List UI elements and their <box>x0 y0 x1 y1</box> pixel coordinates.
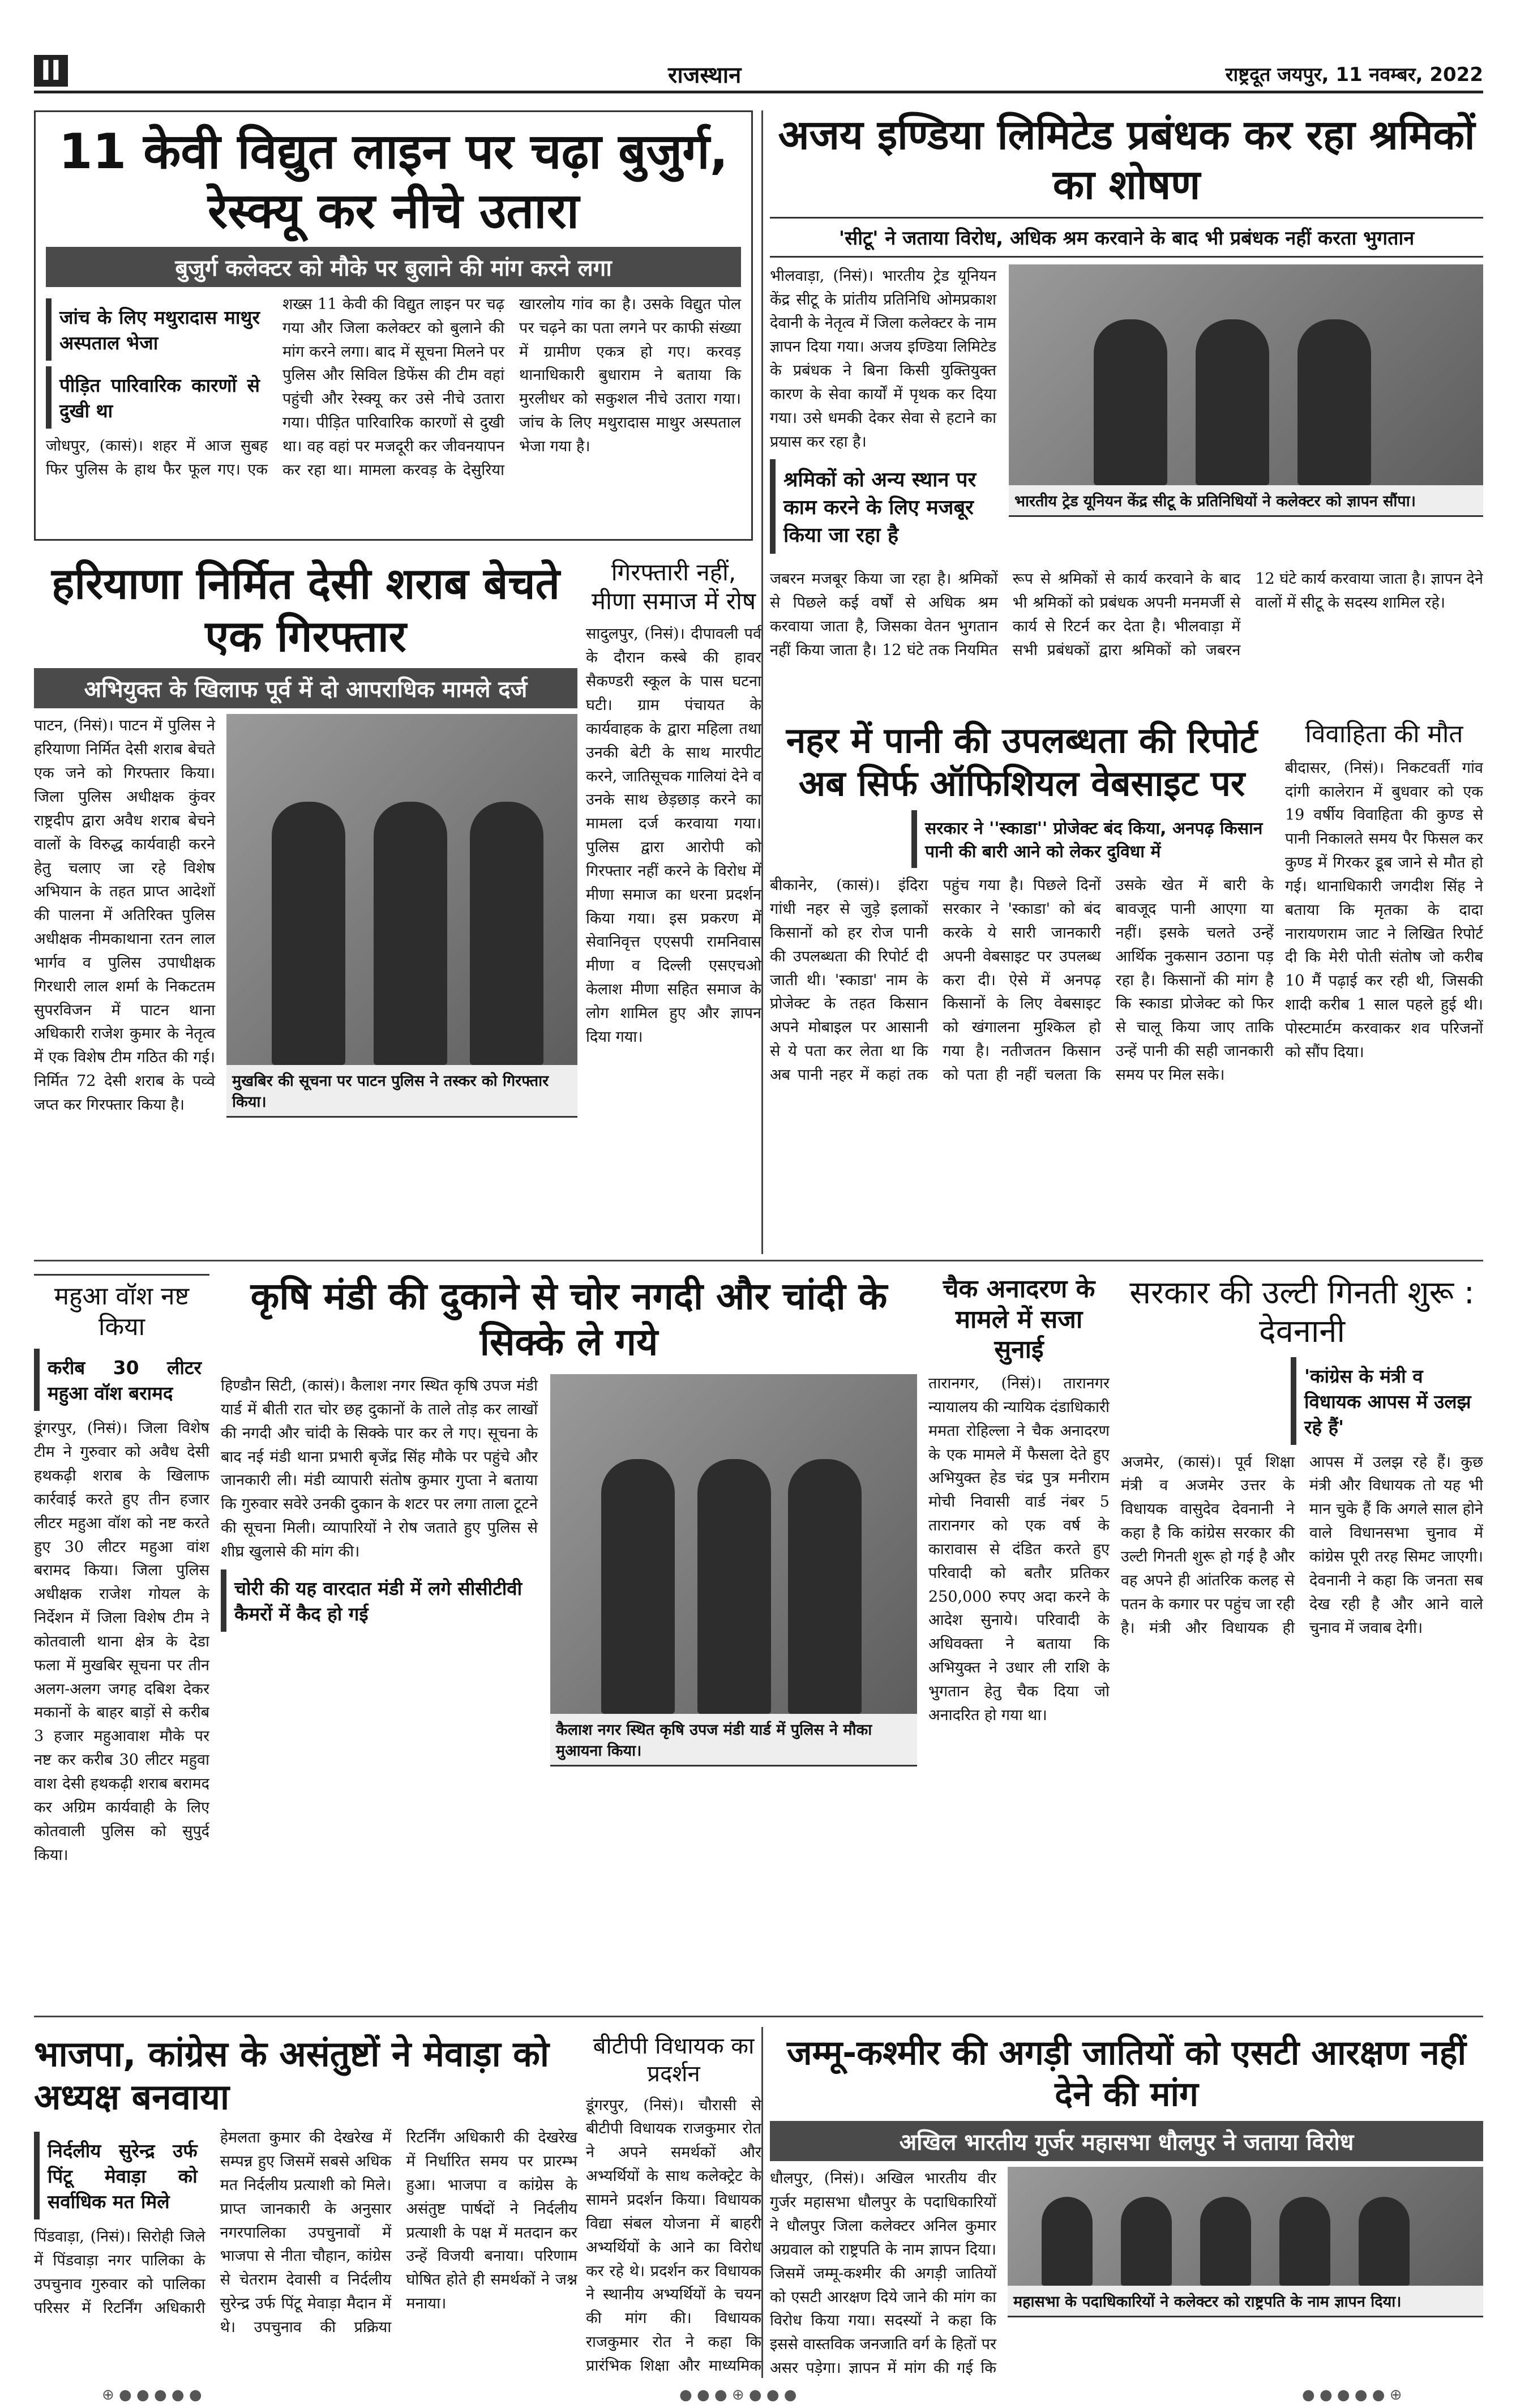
story-text: पाटन, (निसं)। पाटन में पुलिस ने हरियाणा निर्मित देसी शराब बेचते एक जने को गिरफ्तार किया। जिला पुलिस अधीक्षक कुंवर राष्ट्रदीप द्वारा अवैध शराब बेचने वालों के विरुद्ध कार्यवाही करने हेतु चलाए जा रहे विशेष अभियान के तहत प्राप्त आदेशों की पालना में अतिरिक्त पुलिस अधीक्षक नीमकाथाना रतन लाल भार्गव व पुलिस उपाधीक्षक गिरधारी लाल शर्मा के निकटतम सुपरविजन में पाटन थाना अधिकारी राजेश कुमार के नेतृत्व में एक विशेष टीम गठित की गई। निर्मित 72 देसी शराब के पव्वे जप्त कर गिरफ्तार किया है। <box>34 717 215 1114</box>
story-canal-water <box>770 719 1274 1251</box>
story-text: बीदासर, (निसं)। निकटवर्ती गांव दांगी कालेरान में बुधवार को एक 19 वर्षीय विवाहिता की कुण्ड से पानी निकालते समय पैर फिसल कर कुण्ड में गिरकर डूब जाने से मौत हो गई। थानाधिकारी जगदीश सिंह ने बताया कि मृतका के दादा नारायणराम जाट ने लिखित रिपोर्ट दी कि मेरी पोती संतोष जो करीब 10 मैं पढ़ाई कर रही थी, जिसकी शादी करीब 1 साल पहले हुई थी। पोस्टमार्टम करवाकर शव परिजनों को सौंप दिया। <box>1285 759 1483 1061</box>
story-devnani <box>1121 1274 1483 2004</box>
story-headline: नहर में पानी की उपलब्धता की रिपोर्ट अब सिर्फ ऑफिशियल वेबसाइट पर <box>786 720 1258 804</box>
story-mahua-wash <box>34 1274 209 2004</box>
story-headline: महुआ वॉश नष्ट किया <box>34 1274 209 1342</box>
story-text: सादुलपुर, (निसं)। दीपावली पर्व के दौरान कस्बे की हावर सैकण्डरी स्कूल के पास घटना घटी। ग्राम पंचायत के कार्यवाहक के द्वारा महिला तथा उनकी बेटी के साथ मारपीट करने, जातिसूचक गालियां देने व उनके साथ छेड़छाड़ करने का मामला दर्ज करवाया गया। पुलिस द्वारा आरोपी को गिरफ्तार नहीं करने के विरोध में मीणा समाज का धरना प्रदर्शन किया गया। इस प्रकरण में सेवानिवृत्त एएसपी रामनिवास मीणा व दिल्ली एसएचओ केलाश मीणा सहित समाज के लोग शामिल हुए और ज्ञापन दिया गया। <box>586 625 761 1046</box>
story-kicker: निर्दलीय सुरेन्द्र उर्फ पिंटू मेवाड़ा को सर्वाधिक मत मिले <box>34 2132 205 2219</box>
story-headline: जम्मू-कश्मीर की अगड़ी जातियों को एसटी आरक्षण नहीं देने की मांग <box>786 2033 1467 2115</box>
story-body <box>770 2167 996 2378</box>
story-photo <box>226 714 577 1065</box>
story-subhead: 'सीटू' ने जताया विरोध, अधिक श्रम करवाने के बाद भी प्रबंधक नहीं करता भुगतान <box>770 217 1483 258</box>
story-headline: विवाहिता की मौत <box>1305 720 1463 749</box>
story-text: डूंगरपुर, (निसं)। चौरासी से बीटीपी विधायक राजकुमार रोत ने अपने समर्थकों और अभ्यर्थियों के साथ कलेक्ट्रेट के सामने प्रदर्शन किया। विधायक विद्या संबल योजना में बाहरी अभ्यर्थियों के आने का विरोध कर रहे थे। प्रदर्शन कर विधायक ने स्थानीय अभ्यर्थियों के चयन की मांग की। विधायक राजकुमार रोत ने कहा कि प्रारंभिक शिक्षा और माध्यमिक <box>586 2096 761 2375</box>
story-text: पिंडवाड़ा, (निसं)। सिरोही जिले में पिंडवाड़ा नगर पालिका के उपचुनाव गुरुवार को पालिका परिसर में रिटर्निंग अधिकारी हेमलता कुमार की देखरेख में सम्पन्न हुए जिसमें सबसे अधिक मत निर्दलीय प्रत्याशी को मिले। प्राप्त जानकारी के अनुसार नगरपालिका उपचुनावों में भाजपा से नीता चौहान, कांग्रेस से चेतराम देवासी व निर्दलीय सुरेन्द्र उर्फ पिंटू मेवाड़ा मैदान में थे। उपचुनाव की प्रक्रिया रिटर्निंग अधिकारी की देखरेख में निर्धारित समय पर प्रारम्भ हुआ। भाजपा व कांग्रेस के असंतुष्ट पार्षदों ने निर्दलीय प्रत्याशी के पक्ष में मतदान कर उन्हें विजयी बनाया। परिणाम घोषित होते ही समर्थकों ने जश्न मनाया। <box>34 2129 577 2336</box>
page-header <box>34 54 1483 93</box>
story-haryana-liquor <box>34 558 577 1243</box>
footer-ornament: ⊕ ● ● ● ● ● <box>102 2386 202 2403</box>
story-headline: चैक अनादरण के मामले में सजा सुनाई <box>943 1274 1095 1365</box>
page-number: II <box>34 55 68 87</box>
story-text: जोधपुर, (कासं)। शहर में आज सुबह फिर पुलिस के हाथ फैर फूल गए। एक शख्स 11 केवी की विद्युत लाइन पर चढ़ गया और जिला कलेक्टर को बुलाने की मांग करने लगा। बाद में सूचना मिलने पर पुलिस और सिविल डिफेंस की टीम वहां पहुंची और रेस्क्यू कर उसे नीचे उतारा गया। पीड़ित पारिवारिक कारणों से दुखी था। वह वहां पर मजदूरी कर जीवनयापन कर रहा था। मामला करवड़ के देसुरिया खारलोय गांव का है। उसके विद्युत पोल पर चढ़ने का पता लगने पर काफी संख्या में ग्रामीण एकत्र हो गए। करवड़ थानाधिकारी बुधाराम ने बताया कि मुरलीधर को सकुशल नीचे उतारा गया। जांच के लिए मथुरादास माथुर अस्पताल भेजा गया है। <box>46 295 741 479</box>
story-meena-protest <box>586 558 761 1243</box>
footer-ornament: ● ● ● ⊕ ● ● ● <box>679 2386 797 2403</box>
photo-caption: कैलाश नगर स्थित कृषि उपज मंडी यार्ड में पुलिस ने मौका मुआयना किया। <box>550 1714 917 1767</box>
story-body <box>221 1374 538 1564</box>
story-text: जबरन मजबूर किया जा रहा है। श्रमिकों से पिछले कई वर्षों से अधिक श्रम करवाया जाता है, जिसका वेतन भुगतान नहीं किया जाता है। 12 घंटे तक नियमित रूप से श्रमिकों से कार्य करवाने के बाद भी श्रमिकों को प्रबंधक अपनी मनमर्जी से कार्य से रिटर्न कर देता है। भीलवाड़ा में सभी प्रबंधकों द्वारा श्रमिकों को जबरन 12 घंटे कार्य करवाया जाता है। ज्ञापन देने वालों में सीटू के सदस्य शामिल रहे। <box>770 570 1483 659</box>
footer-ornament: ● ● ● ● ● ⊕ <box>1302 2386 1402 2403</box>
story-headline: बीटीपी विधायक का प्रदर्शन <box>593 2033 755 2087</box>
story-electric-line-rescue <box>34 110 753 541</box>
story-headline: कृषि मंडी की दुकाने से चोर नगदी और चांदी के सिक्के ले गये <box>250 1274 888 1364</box>
story-kicker: श्रमिकों को अन्य स्थान पर काम करने के लिए मजबूर किया जा रहा है <box>770 459 996 554</box>
story-band: अभियुक्त के खिलाफ पूर्व में दो आपराधिक मामले दर्ज <box>34 668 577 708</box>
story-text: डूंगरपुर, (निसं)। जिला विशेष टीम ने गुरुवार को अवैध देसी हथकढ़ी शराब के खिलाफ कार्रवाई करते हुए तीन हजार लीटर महुआ वॉश को नष्ट करते हुए 30 लीटर महुआ वांश बरामद किया। जिला पुलिस अधीक्षक राजेश गोयल के निर्देशन में जिला विशेष टीम ने कोतवाली थाना क्षेत्र के देडा फला में मुखबिर सूचना पर तीन अलग-अलग जगह दबिश देकर मकानों के बाहर बाड़ों से करीब 3 हजार महुआवाश मौके पर नष्ट कर करीब 30 लीटर महुवा वाश देसी हथकढ़ी शराब बरामद कर अग्रिम कार्यवाही के लिए कोतवाली पुलिस को सुपुर्द किया। <box>34 1419 209 1864</box>
story-text: बीकानेर, (कासं)। इंदिरा गांधी नहर से जुड़े इलाकों किसानों को हर रोज पानी की उपलब्धता की रिपोर्ट दी जाती थी। 'स्काडा' नाम के प्रोजेक्ट के तहत किसान अपने मोबाइल पर आसानी से ये पता कर लेता था कि अब पानी नहर में कहां तक पहुंच गया है। पिछले दिनों सरकार ने 'स्काडा' को बंद करके ये सारी जानकारी अपनी वेबसाइट पर उपलब्ध करा दी। ऐसे में अनपढ़ किसानों के लिए वेबसाइट को खंगालना मुश्किल हो गया है। नतीजतन किसान को पता ही नहीं चलता कि उसके खेत में बारी के बावजूद पानी आएगा या नहीं। इसके चलते उन्हें आर्थिक नुकसान उठाना पड़ रहा है। किसानों की मांग है कि स्काडा प्रोजेक्ट को फिर से चालू किया जाए ताकि उन्हें पानी की सही जानकारी समय पर मिल सके। <box>770 876 1274 1084</box>
story-kicker: जांच के लिए मथुरादास माथुर अस्पताल भेजा <box>46 298 268 361</box>
story-body <box>1121 1451 1483 1642</box>
story-photo <box>550 1374 917 1714</box>
story-kicker: सरकार ने ''स्काडा'' प्रोजेक्ट बंद किया, अनपढ़ किसान पानी की बारी आने को लेकर दुविधा में <box>911 810 1274 868</box>
story-kicker: पीड़ित पारिवारिक कारणों से दुखी था <box>46 366 268 429</box>
divider <box>761 2027 763 2378</box>
story-text: तारानगर, (निसं)। तारानगर न्यायालय की न्यायिक दंडाधिकारी ममता रोहिल्ला ने चैक अनादरण के एक मामले में फैसला देते हुए अभियुक्त हेड चंद्र पुत्र मनीराम मोची निवासी वार्ड नंबर 5 तारानगर को एक वर्ष के कारावास से दंडित करते हुए परिवादी को बतौर प्रतिकर 250,000 रुपए अदा करने के आदेश सुनाये। परिवादी के अधिवक्ता ने बताया कि अभियुक्त ने उधार ली राशि के भुगतान हेतु चैक दिया जो अनादरित हो गया था। <box>928 1375 1110 1724</box>
story-mewada-president <box>34 2033 577 2378</box>
story-mandi-theft <box>221 1274 917 2004</box>
story-body <box>770 264 996 454</box>
story-text: अजमेर, (कासं)। पूर्व शिक्षा मंत्री व अजमेर उत्तर के विधायक वासुदेव देवनानी ने कहा है कि कांग्रेस सरकार की उल्टी गिनती शुरू हो गई है और वह अपने ही आंतरिक कलह से पतन के कगार पर पहुंच जा रही है। मंत्री और विधायक ही आपस में उलझ रहे हैं। कुछ मंत्री और विधायक तो यह भी मान चुके हैं कि अगले साल होने वाले विधानसभा चुनाव में कांग्रेस पूरी तरह सिमट जाएगी। देवनानी ने कहा कि जनता सब देख रही है और आने वाले चुनाव में जवाब देगी। <box>1121 1453 1483 1637</box>
story-body <box>1285 756 1483 1064</box>
story-headline: 11 केवी विद्युत लाइन पर चढ़ा बुजुर्ग, रेस्क्यू कर नीचे उतारा <box>58 123 729 239</box>
story-body <box>770 567 1483 662</box>
story-headline: अजय इण्डिया लिमिटेड प्रबंधक कर रहा श्रमिकों का शोषण <box>778 111 1475 208</box>
story-photo <box>1008 2167 1483 2286</box>
story-headline: सरकार की उल्टी गिनती शुरू : देवनानी <box>1129 1274 1475 1350</box>
section-title: राजस्थान <box>668 62 742 88</box>
story-body <box>34 714 215 1120</box>
divider <box>34 2016 1483 2017</box>
story-text: हिण्डौन सिटी, (कासं)। कैलाश नगर स्थित कृषि उपज मंडी यार्ड में बीती रात चोर छह दुकानों के ताले तोड़ कर लाखों की नगदी और चांदी के सिक्के पार कर ले गए। सूचना के बाद नई मंडी थाना प्रभारी बृजेंद्र सिंह मौके पर पहुंचे और जानकारी ली। मंडी व्यापारी संतोष कुमार गुप्ता ने बताया कि गुरुवार सवेरे उनकी दुकान के शटर पर लगा ताला टूटने की सूचना मिली। व्यापारियों ने रोष जताते हुए पुलिस से शीघ्र खुलासे की मांग की। <box>221 1377 538 1560</box>
photo-caption: मुखबिर की सूचना पर पाटन पुलिस ने तस्कर को गिरफ्तार किया। <box>226 1065 577 1118</box>
story-text: भीलवाड़ा, (निसं)। भारतीय ट्रेड यूनियन केंद्र सीटू के प्रांतीय प्रतिनिधि ओमप्रकाश देवानी के नेतृत्व में जिला कलेक्टर के नाम ज्ञापन दिया गया। अजय इण्डिया लिमिटेड के प्रबंधक ने बिना किसी युक्तियुक्त कारण के सेवा कार्यों में पृथक कर दिया गया। उसे धमकी देकर सेवा से हटाने का प्रयास कर रहा है। <box>770 267 996 451</box>
story-headline: गिरफ्तारी नहीं, मीणा समाज में रोष <box>591 558 756 615</box>
story-body <box>770 874 1274 1088</box>
story-body <box>46 293 741 482</box>
story-kicker: करीब 30 लीटर महुआ वॉश बरामद <box>34 1349 209 1411</box>
story-gurjar-mahasabha <box>770 2033 1483 2378</box>
story-photo <box>1009 264 1483 485</box>
dateline: राष्ट्रदूत जयपुर, 11 नवम्बर, 2022 <box>1225 63 1483 86</box>
story-ajay-india <box>770 110 1483 699</box>
story-married-woman-death <box>1285 719 1483 1251</box>
story-body <box>928 1372 1110 1727</box>
story-text: धौलपुर, (निसं)। अखिल भारतीय वीर गुर्जर महासभा धौलपुर के पदाधिकारियों ने धौलपुर जिला कलेक्टर अनिल कुमार अग्रवाल को राष्ट्रपति के नाम ज्ञापन दिया। जिसमें जम्मू-कश्मीर की अगड़ी जातियों को एसटी आरक्षण दिये जाने की मांग का विरोध किया गया। सदस्यों ने कहा कि इससे वास्तविक जनजाति वर्ग के हितों पर असर पड़ेगा। ज्ञापन में मांग की गई कि <box>770 2170 996 2377</box>
divider <box>34 1260 1483 1261</box>
divider <box>761 110 763 1254</box>
story-band: अखिल भारतीय गुर्जर महासभा धौलपुर ने जताया विरोध <box>770 2121 1483 2161</box>
photo-caption: महासभा के पदाधिकारियों ने कलेक्टर को राष्ट्रपति के नाम ज्ञापन दिया। <box>1008 2286 1483 2317</box>
story-btp-mla <box>586 2033 761 2378</box>
story-headline: भाजपा, कांग्रेस के असंतुष्टों ने मेवाड़ा को अध्यक्ष बनवाया <box>34 2033 549 2118</box>
story-band: बुजुर्ग कलेक्टर को मौके पर बुलाने की मांग करने लगा <box>46 247 741 287</box>
story-body <box>586 2094 761 2378</box>
story-body <box>34 1349 209 1867</box>
story-kicker: 'कांग्रेस के मंत्री व विधायक आपस में उलझ रहे हैं' <box>1291 1357 1483 1445</box>
story-headline: हरियाणा निर्मित देसी शराब बेचते एक गिरफ्तार <box>52 558 560 661</box>
story-body <box>586 622 761 1049</box>
story-kicker: चोरी की यह वारदात मंडी में लगे सीसीटीवी कैमरों में कैद हो गई <box>221 1569 538 1632</box>
story-cheque-bounce <box>928 1274 1110 2004</box>
photo-caption: भारतीय ट्रेड यूनियन केंद्र सीटू के प्रतिनिधियों ने कलेक्टर को ज्ञापन सौंपा। <box>1009 485 1483 517</box>
story-body <box>34 2126 577 2339</box>
